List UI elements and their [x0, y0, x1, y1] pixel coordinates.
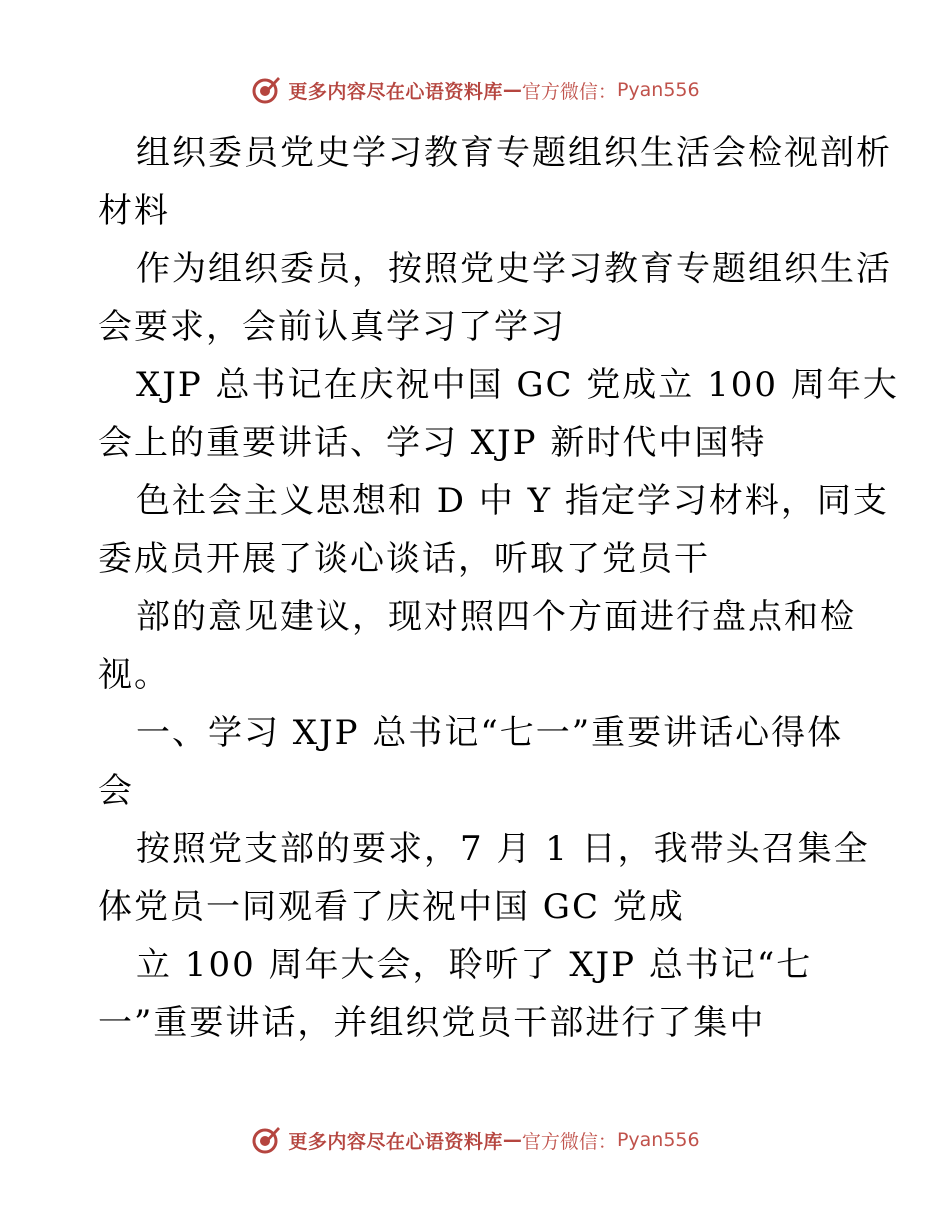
watermark-site-text: 更多内容尽在心语资料库	[288, 1130, 503, 1153]
footer-watermark	[0, 1120, 950, 1160]
section-heading-line: 一、学习 XJP 总书记“七一”重要讲话心得体	[136, 713, 844, 753]
section-heading-line: 会	[98, 771, 134, 811]
paragraph-line: 会要求，会前认真学习了学习	[98, 307, 566, 347]
paragraph-line: 体党员一同观看了庆祝中国 GC 党成	[98, 887, 685, 927]
watermark-separator: —	[502, 1129, 522, 1151]
header-watermark	[0, 70, 950, 110]
paragraph-line: 部的意见建议，现对照四个方面进行盘点和检	[136, 597, 856, 637]
paragraph-line: 委成员开展了谈心谈话，听取了党员干	[98, 539, 710, 579]
watermark-wechat-id: Pyan556	[616, 79, 700, 101]
paragraph-line: XJP 总书记在庆祝中国 GC 党成立 100 周年大	[136, 365, 899, 405]
paragraph-line: 视。	[98, 655, 170, 695]
watermark-wechat-label: 官方微信：	[521, 80, 617, 103]
paragraph-line: 一”重要讲话，并组织党员干部进行了集中	[98, 1003, 766, 1043]
paragraph-line: 立 100 周年大会，聆听了 XJP 总书记“七	[136, 945, 813, 985]
paragraph-line: 按照党支部的要求，7 月 1 日，我带头召集全	[136, 829, 870, 869]
document-body	[98, 124, 899, 1052]
quill-logo-icon	[250, 74, 282, 106]
watermark-wechat-label: 官方微信：	[521, 1130, 617, 1153]
paragraph-line: 色社会主义思想和 D 中 Y 指定学习材料，同支	[136, 481, 889, 521]
watermark-site-text: 更多内容尽在心语资料库	[288, 80, 503, 103]
paragraph-line: 会上的重要讲话、学习 XJP 新时代中国特	[98, 423, 767, 463]
quill-logo-icon	[250, 1124, 282, 1156]
document-title-line-2: 材料	[98, 191, 170, 231]
watermark-separator: —	[502, 79, 522, 101]
document-title-line-1: 组织委员党史学习教育专题组织生活会检视剖析	[136, 133, 892, 173]
paragraph-line: 作为组织委员，按照党史学习教育专题组织生活	[136, 249, 892, 289]
watermark-wechat-id: Pyan556	[616, 1129, 700, 1151]
